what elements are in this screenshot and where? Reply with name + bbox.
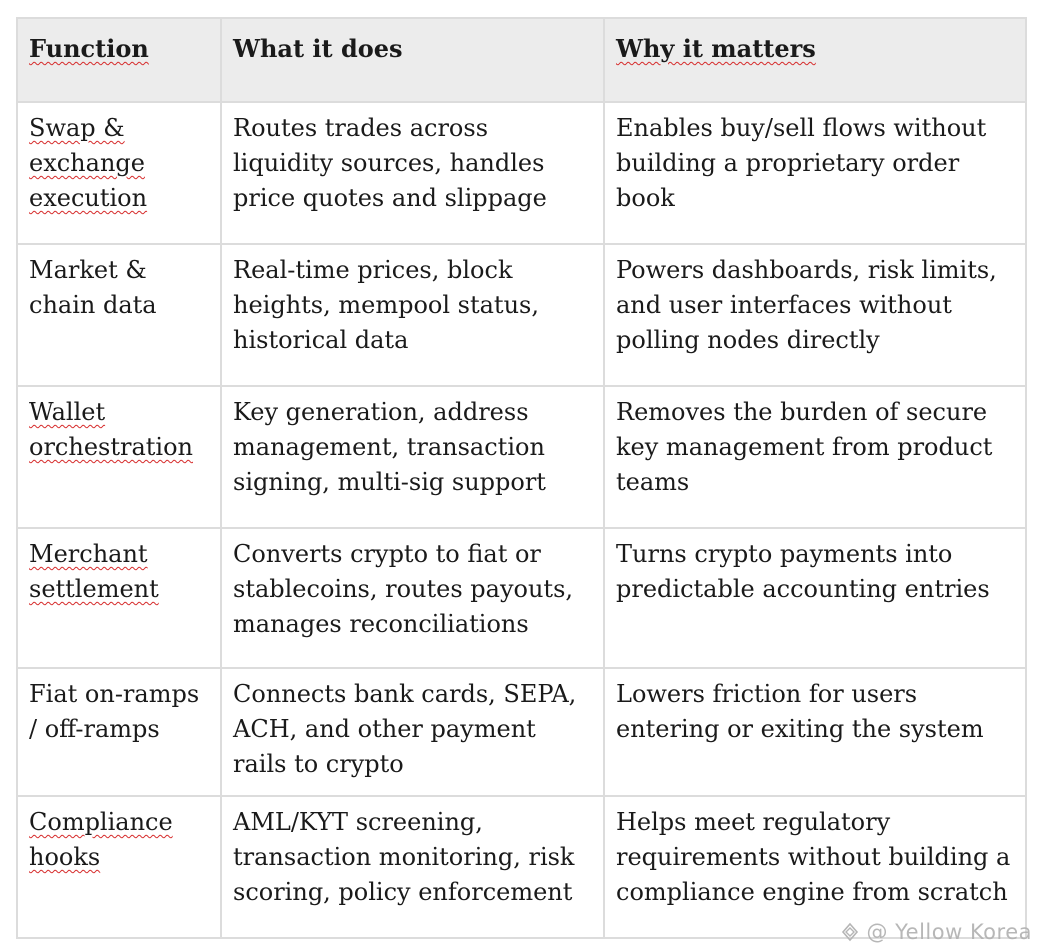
watermark-text: @ Yellow Korea [866,920,1032,944]
row-what-cell: Real-time prices, block heights, mempool status, historical data [221,244,604,386]
header-what-it-does: What it does [221,18,604,102]
row-function-cell: Swap & exchange execution [17,102,221,244]
row-why-cell: Powers dashboards, risk limits, and user interfaces without polling nodes directly [604,244,1026,386]
header-row [17,18,1026,102]
row-why-cell: Lowers friction for users entering or exiting the system [604,668,1026,796]
row-why-cell: Removes the burden of secure key management from product teams [604,386,1026,528]
header-function: Function [17,18,221,102]
row-function-cell: Compliance hooks [17,796,221,938]
table-row [17,668,1026,796]
table-row [17,386,1026,528]
table-row [17,528,1026,668]
row-function-cell: Market & chain data [17,244,221,386]
row-function-cell: Wallet orchestration [17,386,221,528]
yellow-logo-icon [840,922,860,942]
row-what-cell: Routes trades across liquidity sources, handles price quotes and slippage [221,102,604,244]
comparison-table [16,17,1027,939]
watermark [840,920,1032,944]
row-function-cell: Fiat on-ramps / off-ramps [17,668,221,796]
row-function-cell: Merchant settlement [17,528,221,668]
row-what-cell: Key generation, address management, transaction signing, multi-sig support [221,386,604,528]
row-why-cell: Turns crypto payments into predictable accounting entries [604,528,1026,668]
table-row [17,102,1026,244]
table-row [17,244,1026,386]
row-what-cell: Converts crypto to fiat or stablecoins, routes payouts, manages reconciliations [221,528,604,668]
row-why-cell: Helps meet regulatory requirements without building a compliance engine from scratch [604,796,1026,938]
header-why-it-matters: Why it matters [604,18,1026,102]
table-row [17,796,1026,938]
row-what-cell: Connects bank cards, SEPA, ACH, and other payment rails to crypto [221,668,604,796]
row-what-cell: AML/KYT screening, transaction monitoring, risk scoring, policy enforcement [221,796,604,938]
row-why-cell: Enables buy/sell flows without building a proprietary order book [604,102,1026,244]
